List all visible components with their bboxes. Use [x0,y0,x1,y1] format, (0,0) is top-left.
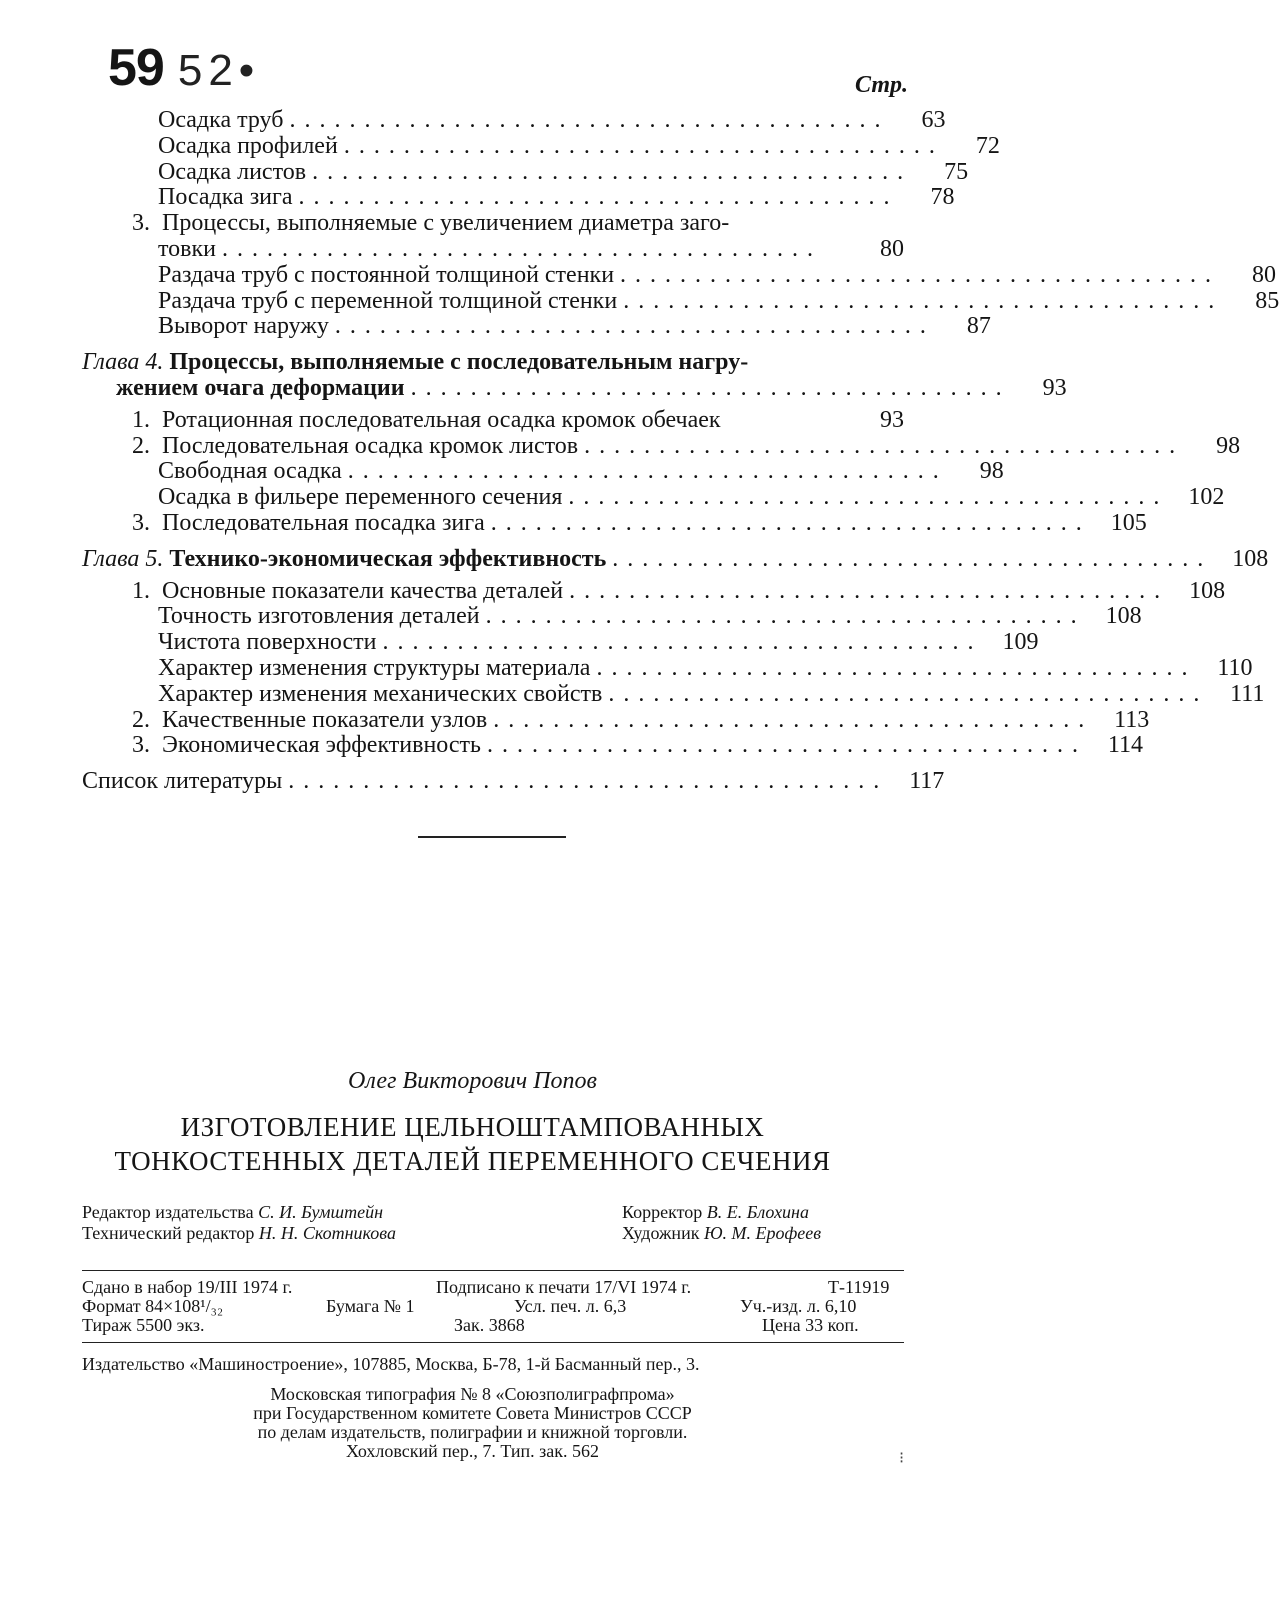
toc-entry[interactable]: Осадка труб ........................................ 63 [158,107,946,133]
section-number: 3. [132,210,150,237]
toc-page: 111 [1230,680,1265,707]
chapter-title-line1: Процессы, выполняемые с последовательным нагру- [169,349,749,376]
toc-page: 93 [880,406,904,433]
toc-entry[interactable]: 3. Последовательная посадка зига ........................................ 105 [132,509,1147,536]
toc-page: 108 [1189,577,1226,604]
toc-entry[interactable]: Раздача труб с переменной толщиной стенки ........................................ 85 [158,287,1279,314]
toc-page: 114 [1107,732,1143,759]
printer-info: Московская типография № 8 «Союзполиграфпрома» при Государственном комитете Совета Министров СССР по делам издательств, полиграфии и книжной торговли. Хохловский пер., 7. Тип. зак. 562 [253,1384,692,1461]
toc-page: 98 [1216,432,1241,459]
divider-line [82,1342,904,1343]
toc-entry[interactable]: 1. Основные показатели качества деталей ........................................ 108 [132,577,1226,604]
toc-section-3[interactable]: 3. Процессы, выполняемые с увеличением диаметра заго- товки ........................................ 80 [132,210,904,262]
toc-entry[interactable]: 2. Качественные показатели узлов ........................................ 113 [132,706,1150,733]
toc-page: 108 [1232,545,1269,572]
toc-entry[interactable]: 3. Экономическая эффективность ........................................ 114 [132,732,1143,759]
table-of-contents [82,107,1279,795]
toc-entry[interactable]: Точность изготовления деталей ........................................ 108 [158,603,1142,630]
toc-page: 80 [880,235,904,262]
toc-page: 72 [975,132,1000,159]
toc-entry[interactable]: 2. Последовательная осадка кромок листов ........................................ 98 [132,432,1241,459]
margin-mark: ⁝ [899,1450,905,1467]
toc-entry[interactable]: Осадка листов ........................................ 75 [158,158,969,185]
toc-page: 87 [966,313,991,340]
toc-entry[interactable]: 1. Ротационная последовательная осадка кромок обечаек 93 [132,406,904,433]
proofreader-name: В. Е. Блохина [706,1202,809,1222]
toc-page: 85 [1255,287,1279,314]
toc-page: 78 [930,184,955,211]
toc-page: 113 [1114,706,1150,733]
divider-line [82,1270,904,1271]
section-divider [418,836,566,838]
toc-page: 105 [1110,509,1147,536]
toc-page: 109 [1002,629,1039,656]
toc-page: 102 [1188,484,1225,511]
toc-page: 117 [909,768,945,795]
toc-entry[interactable]: Выворот наружу ........................................ 87 [158,313,991,340]
chapter-title: Технико-экономическая эффективность [169,545,607,572]
publisher-info: Издательство «Машиностроение», 107885, Москва, Б-78, 1-й Басманный пер., 3. [82,1354,700,1374]
library-stamp [108,38,260,98]
artist-name: Ю. М. Ерофеев [703,1223,822,1243]
author-name: Олег Викторович Попов [348,1068,597,1094]
toc-entry[interactable]: Характер изменения механических свойств ........................................ 111 [158,680,1265,707]
section-title-line1: Процессы, выполняемые с увеличением диаметра заго- [162,210,730,237]
stamp-number: 59 [108,39,164,97]
toc-page: 110 [1217,654,1253,681]
chapter-label: Глава 5. [82,545,164,572]
code: Т-11919 [828,1277,890,1297]
toc-chapter-5[interactable]: Глава 5. Технико-экономическая эффективность ........................................ 108 [82,545,1269,572]
toc-page: 75 [944,158,969,185]
toc-chapter-4[interactable]: Глава 4. Процессы, выполняемые с последовательным нагру- жением очага деформации ........................................ 93 [82,349,1067,401]
toc-entry[interactable]: Характер изменения структуры материала ........................................ 110 [158,654,1253,681]
editor-name: С. И. Бумштейн [258,1202,383,1222]
stamp-handwritten: 52• [177,46,261,95]
toc-references[interactable]: Список литературы ........................................ 117 [82,768,945,795]
toc-page: 108 [1105,603,1142,630]
toc-page: 93 [1042,374,1067,401]
toc-page: 98 [979,458,1004,485]
book-title-line1: ИЗГОТОВЛЕНИЕ ЦЕЛЬНОШТАМПОВАННЫХ [180,1112,765,1142]
toc-entry[interactable]: Осадка профилей ........................................ 72 [158,132,1000,159]
toc-entry[interactable]: Свободная осадка ........................................ 98 [158,458,1004,485]
toc-entry[interactable]: Посадка зига ........................................ 78 [158,184,955,211]
book-title-line2: ТОНКОСТЕННЫХ ДЕТАЛЕЙ ПЕРЕМЕННОГО СЕЧЕНИЯ [114,1146,831,1176]
toc-entry[interactable]: Чистота поверхности ........................................ 109 [158,629,1039,656]
toc-page: 63 [921,107,946,133]
toc-page: 80 [1252,261,1277,288]
chapter-label: Глава 4. [82,349,164,376]
staff-credits-left: Редактор издательства С. И. Бумштейн Технический редактор Н. Н. Скотникова [82,1202,396,1243]
toc-entry[interactable]: Осадка в фильере переменного сечения ........................................ 102 [158,484,1225,511]
toc-entry[interactable]: Раздача труб с постоянной толщиной стенки ........................................ 80 [158,261,1277,288]
staff-credits-right: Корректор В. Е. Блохина Художник Ю. М. Ерофеев [622,1202,822,1243]
page-column-label: Стр. [855,72,909,98]
tech-editor-name: Н. Н. Скотникова [258,1223,396,1243]
book-title [0,1110,945,1178]
